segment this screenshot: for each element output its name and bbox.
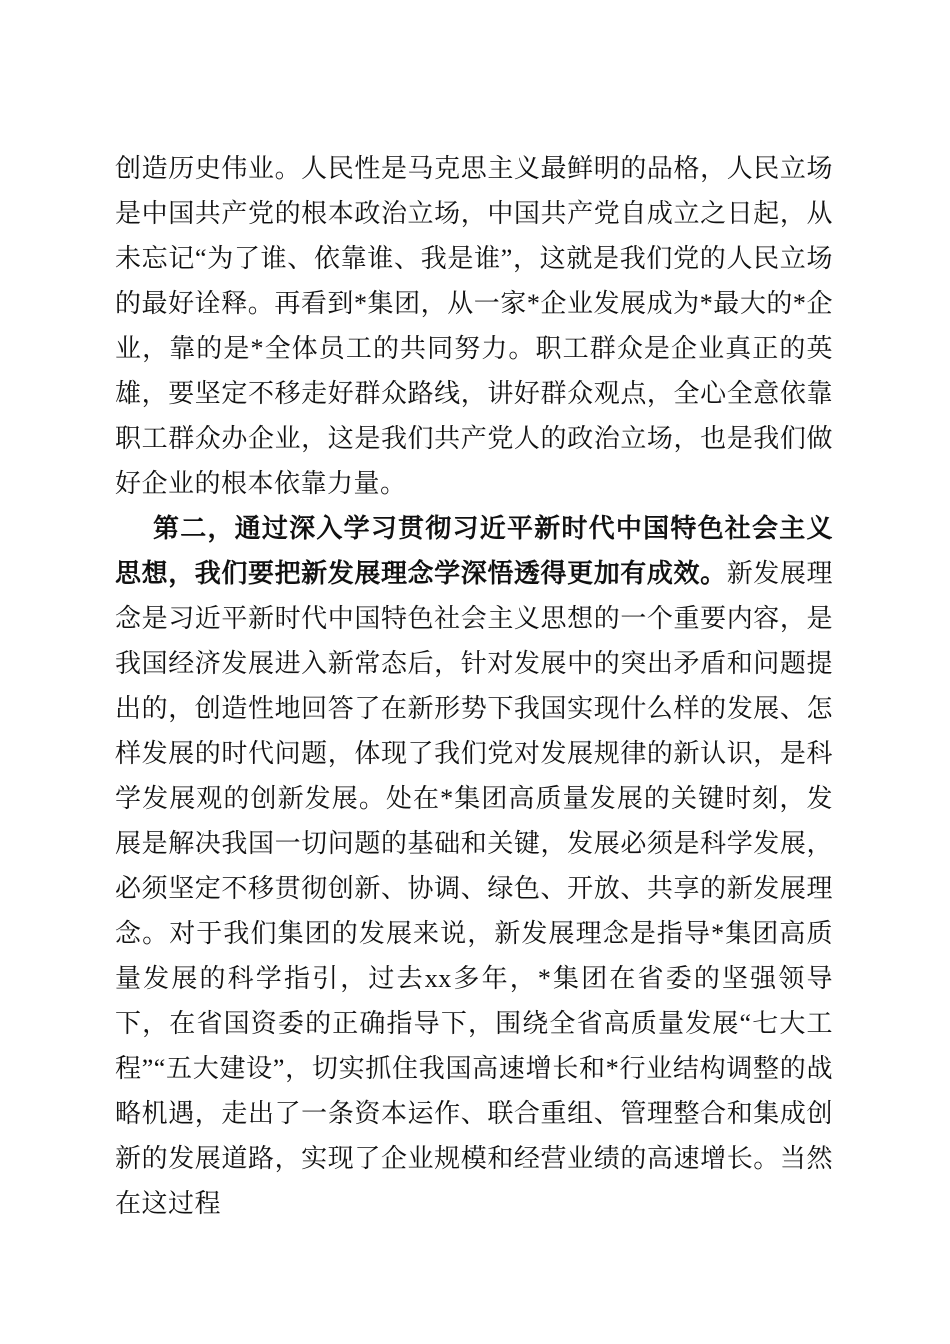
paragraph	[115, 146, 833, 506]
text-run: 新发展理念是习近平新时代中国特色社会主义思想的一个重要内容，是我国经济发展进入新常态后，针对发展中的突出矛盾和问题提出的，创造性地回答了在新形势下我国实现什么样的发展、怎样发展的时代问题，体现了我们党对发展规律的新认识，是科学发展观的创新发展。处在*集团高质量发展的关键时刻，发展是解决我国一切问题的基础和关键，发展必须是科学发展，必须坚定不移贯彻创新、协调、绿色、开放、共享的新发展理念。对于我们集团的发展来说，新发展理念是指导*集团高质量发展的科学指引，过去xx多年，*集团在省委的坚强领导下，在省国资委的正确指导下，围绕全省高质量发展“七大工程”“五大建设”，切实抓住我国高速增长和*行业结构调整的战略机遇，走出了一条资本运作、联合重组、管理整合和集成创新的发展道路，实现了企业规模和经营业绩的高速增长。当然在这过程	[115, 559, 833, 1218]
paragraph	[115, 506, 833, 1226]
emphasis-text-run: 第二，通过深入学习贯彻习近平新时代中国特色社会主义思想，我们要把新发展理念学深悟透得更加有成效。	[115, 514, 833, 588]
document-body	[115, 146, 833, 1226]
text-run: 创造历史伟业。人民性是马克思主义最鲜明的品格，人民立场是中国共产党的根本政治立场，中国共产党自成立之日起，从未忘记“为了谁、依靠谁、我是谁”，这就是我们党的人民立场的最好诠释。再看到*集团，从一家*企业发展成为*最大的*企业，靠的是*全体员工的共同努力。职工群众是企业真正的英雄，要坚定不移走好群众路线，讲好群众观点，全心全意依靠职工群众办企业，这是我们共产党人的政治立场，也是我们做好企业的根本依靠力量。	[115, 154, 833, 498]
